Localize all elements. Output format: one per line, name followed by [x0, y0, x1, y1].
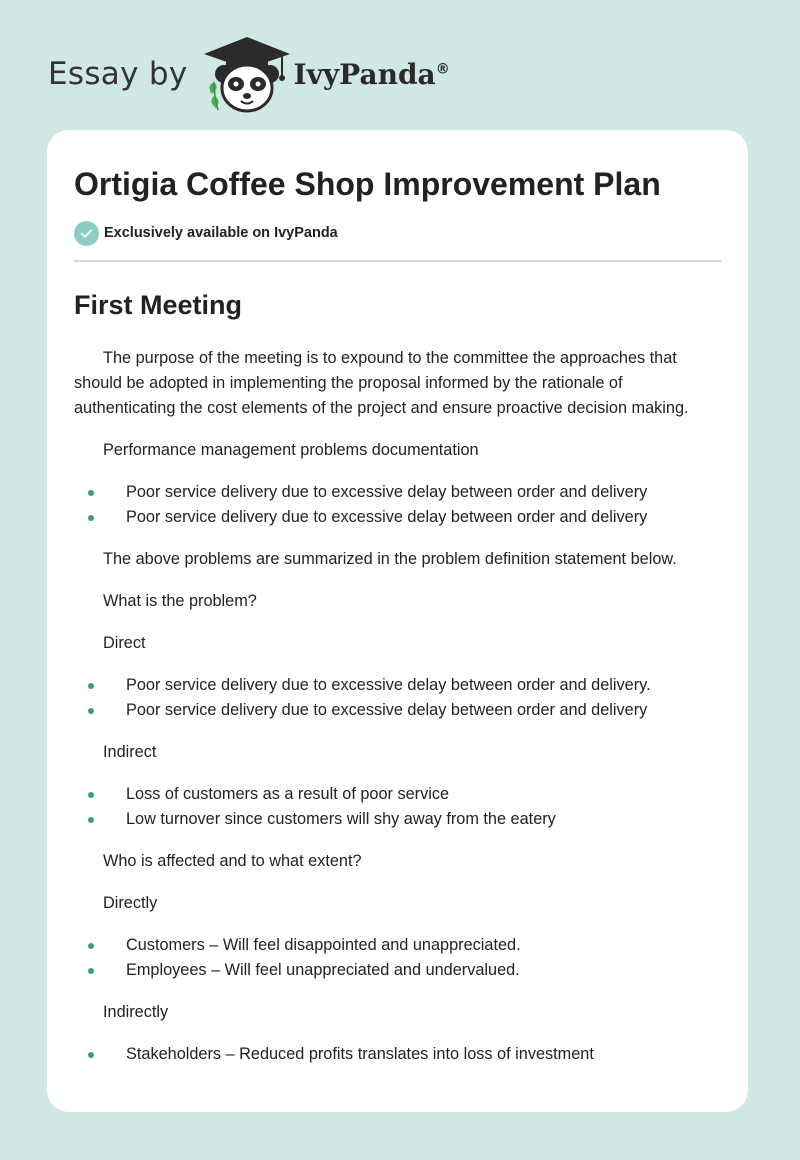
- list-item: Stakeholders – Reduced profits translates into loss of investment: [74, 1042, 722, 1067]
- brand-name: IvyPanda®: [293, 57, 450, 91]
- question-problem: What is the problem?: [103, 592, 257, 610]
- list-item: Low turnover since customers will shy away from the eatery: [74, 807, 722, 832]
- exclusive-label: Exclusively available on IvyPanda: [104, 225, 338, 241]
- indirect-list: [74, 782, 722, 832]
- essay-by-text: Essay by: [48, 56, 188, 92]
- list-item: Loss of customers as a result of poor service: [74, 782, 722, 807]
- site-header: [48, 34, 450, 114]
- indirect-label: Indirect: [103, 743, 157, 761]
- intro-paragraph: The purpose of the meeting is to expound to the committee the approaches that should be adopted in implementing the proposal informed by the rationale of authenticating the cost elements of the project and ensure proactive decision making.: [74, 349, 689, 417]
- section-heading: First Meeting: [74, 290, 243, 320]
- directly-label: Directly: [103, 894, 158, 912]
- list-item: Customers – Will feel disappointed and unappreciated.: [74, 933, 722, 958]
- directly-list: [74, 933, 722, 983]
- direct-label: Direct: [103, 634, 146, 652]
- list-item: Poor service delivery due to excessive delay between order and delivery.: [74, 673, 722, 698]
- panda-graduate-icon: [202, 34, 292, 114]
- list-item: Poor service delivery due to excessive delay between order and delivery: [74, 480, 722, 505]
- essay-title: Ortigia Coffee Shop Improvement Plan: [74, 166, 661, 202]
- list-item: Poor service delivery due to excessive delay between order and delivery: [74, 698, 722, 723]
- list-item: Employees – Will feel unappreciated and undervalued.: [74, 958, 722, 983]
- divider: [74, 260, 722, 262]
- registered-mark: ®: [435, 61, 450, 78]
- perf-list: [74, 480, 722, 530]
- indirectly-label: Indirectly: [103, 1003, 169, 1021]
- summary-line: The above problems are summarized in the problem definition statement below.: [103, 550, 677, 568]
- essay-body: [74, 346, 722, 1067]
- list-item: Poor service delivery due to excessive delay between order and delivery: [74, 505, 722, 530]
- indirectly-list: [74, 1042, 722, 1067]
- essay-card: [47, 130, 748, 1112]
- exclusive-badge: [74, 220, 722, 246]
- perf-heading: Performance management problems documentation: [103, 441, 479, 459]
- direct-list: [74, 673, 722, 723]
- question-affected: Who is affected and to what extent?: [103, 852, 362, 870]
- check-icon: [74, 221, 99, 246]
